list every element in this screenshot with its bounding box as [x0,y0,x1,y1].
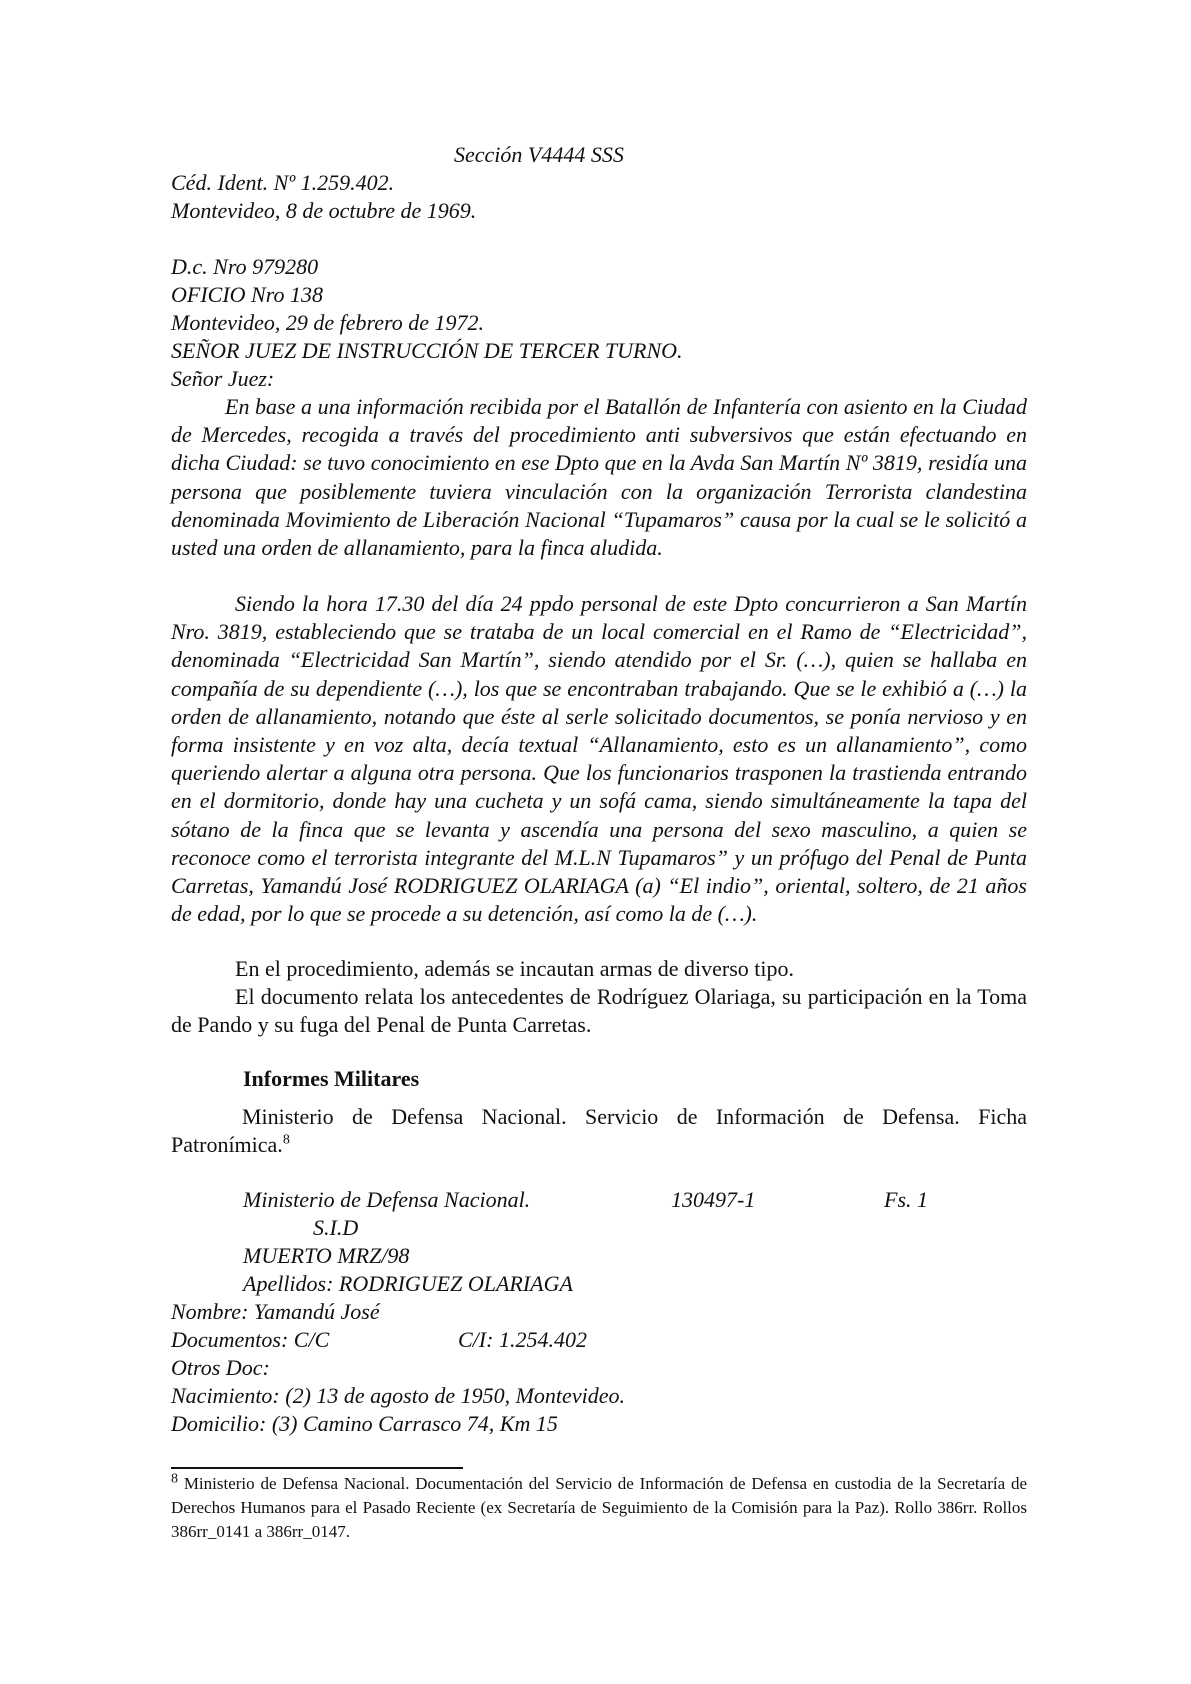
ficha-apellidos: Apellidos: RODRIGUEZ OLARIAGA [243,1271,573,1296]
date-line-1972: Montevideo, 29 de febrero de 1972. [171,310,485,335]
footnote-separator [171,1467,463,1469]
ficha-domicilio: Domicilio: (3) Camino Carrasco 74, Km 15 [171,1411,558,1436]
ficha-nacimiento: Nacimiento: (2) 13 de agosto de 1950, Montevideo. [171,1383,625,1408]
ficha-estado: MUERTO MRZ/98 [243,1243,410,1268]
body-paragraph-4: El documento relata los antecedentes de Rodríguez Olariaga, su participación en la Toma de Pando y su fuga del Penal de Punta Carretas. [171,984,1027,1038]
body-paragraph-3: En el procedimiento, además se incautan armas de diverso tipo. [235,956,794,981]
salutation: Señor Juez: [171,366,275,391]
oficio-paragraph-1: En base a una información recibida por el Batallón de Infantería con asiento en la Ciudad de Mercedes, recogida a través del procedimiento anti subversivos que están efectuando en dicha Ciudad: se tuvo conocimiento en ese Dpto que en la Avda San Martín Nº 3819, residía una persona que posiblemente tuviera vinculación con la organización Terrorista clandestina denominada Movimiento de Liberación Nacional “Tupamaros” causa por la cual se le solicitó a usted una orden de allanamiento, para la finca aludida. [171,394,1027,561]
ficha-folio: Fs. 1 [884,1187,928,1212]
footnote-text: Ministerio de Defensa Nacional. Documentación del Servicio de Información de Defensa en custodia de la Secretaría de Derechos Humanos para el Pasado Reciente (ex Secretaría de Seguimiento de la Comisión para la Paz). Rollo 386rr. Rollos 386rr_0141 a 386rr_0147. [171,1474,1027,1541]
oficio-number: OFICIO Nro 138 [171,282,323,307]
footnote-number: 8 [171,1471,178,1487]
footnote-reference: 8 [282,1132,290,1148]
ficha-nombre: Nombre: Yamandú José [171,1299,380,1324]
cedula-line: Céd. Ident. Nº 1.259.402. [171,170,395,195]
paragraph-5-text: Ministerio de Defensa Nacional. Servicio de Información de Defensa. Ficha Patronímica. [171,1104,1027,1158]
oficio-paragraph-2: Siendo la hora 17.30 del día 24 ppdo personal de este Dpto concurrieron a San Martín Nro. 3819, estableciendo que se trataba de un local comercial en el Ramo de “Electricidad”, denominada “Electricidad San Martín”, siendo atendido por el Sr. (…), quien se hallaba en compañía de su dependiente (…), los que se encontraban trabajando. Que se le exhibió a (…) la orden de allanamiento, notando que éste al serle solicitado documentos, se ponía nervioso y en forma insistente y en voz alta, decía textual “Allanamiento, esto es un allanamiento”, como queriendo alertar a alguna otra persona. Que los funcionarios trasponen la trastienda entrando en el dormitorio, donde hay una cucheta y un sofá cama, siendo simultáneamente la tapa del sótano de la finca que se levanta y ascendía una persona del sexo masculino, a quien se reconoce como el terrorista integrante del M.L.N Tupamaros” y un prófugo del Penal de Punta Carretas, Yamandú José RODRIGUEZ OLARIAGA (a) “El indio”, oriental, soltero, de 21 años de edad, por lo que se procede a su detención, así como la de (…). [171,591,1027,927]
ficha-ministerio: Ministerio de Defensa Nacional. [243,1187,531,1212]
ficha-sid: S.I.D [313,1215,359,1240]
section-heading: Informes Militares [243,1066,420,1091]
body-paragraph-5 [171,1103,1027,1159]
ficha-ci: C/I: 1.254.402 [458,1327,587,1352]
ficha-documentos: Documentos: C/C [171,1327,330,1352]
ficha-codigo: 130497-1 [671,1187,756,1212]
date-line-1969: Montevideo, 8 de octubre de 1969. [171,198,477,223]
seccion-line: Sección V4444 SSS [454,142,624,167]
dc-number: D.c. Nro 979280 [171,254,319,279]
addressee-line: SEÑOR JUEZ DE INSTRUCCIÓN DE TERCER TURNO. [171,338,683,363]
ficha-otros-doc: Otros Doc: [171,1355,270,1380]
footnote [171,1472,1027,1544]
